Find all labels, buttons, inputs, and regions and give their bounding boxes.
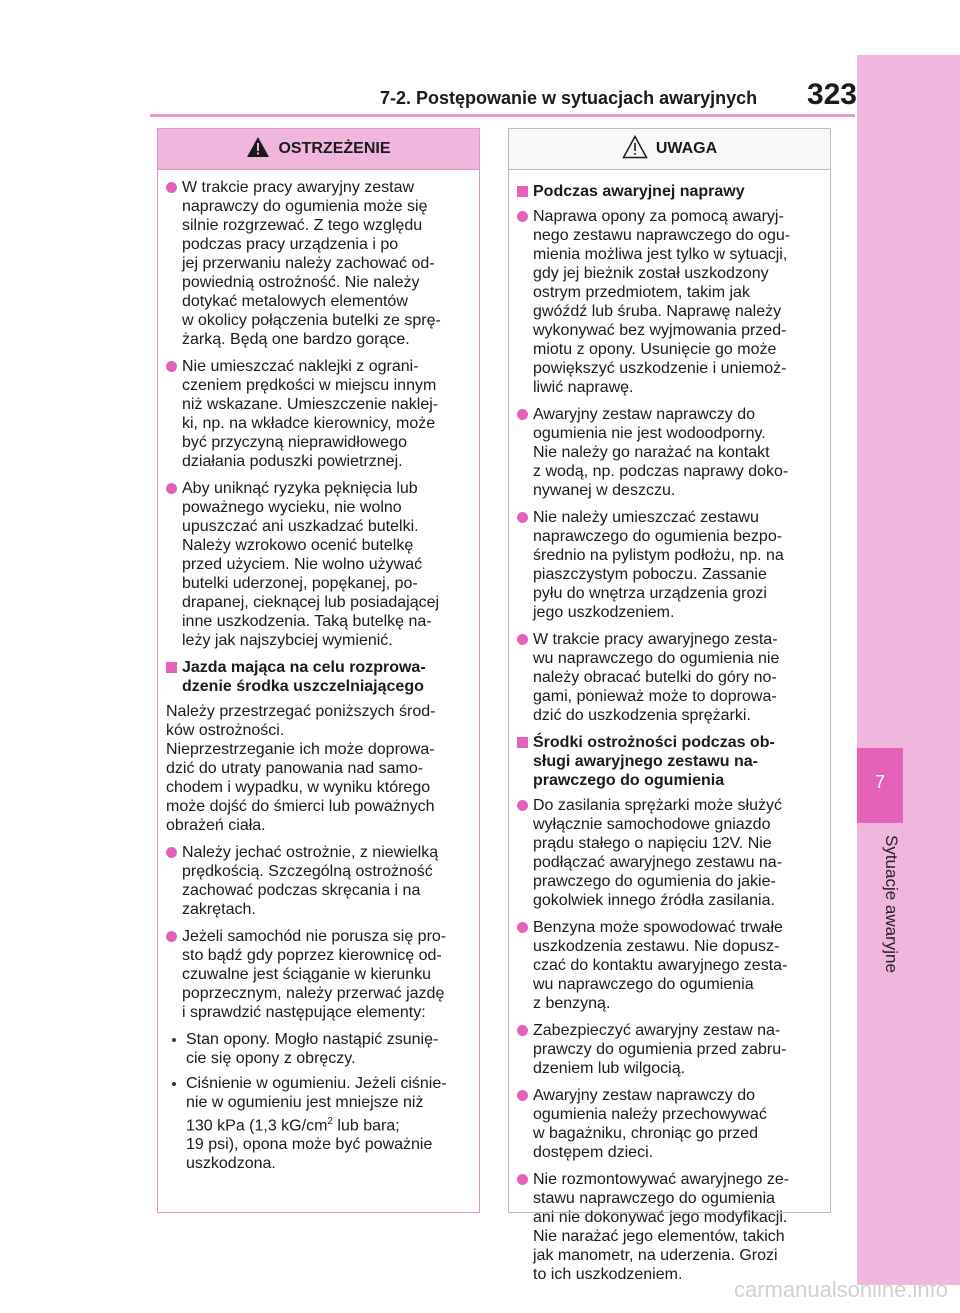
page-header — [150, 78, 865, 118]
bullet-dot-icon — [517, 634, 528, 645]
bullet-dot-icon — [166, 361, 177, 372]
bullet-dot-icon — [166, 847, 177, 858]
warning-item: Jeżeli samochód nie porusza się pro- sto bądź gdy poprzez kierownicę od- czuwalne jest ściąganie w kierunku poprzecznym, należy przerwać jazdę i sprawdzić następujące elementy: — [166, 927, 475, 1022]
bullet-dot-icon — [166, 182, 177, 193]
square-bullet-icon — [517, 186, 528, 197]
check-item: Stan opony. Mogło nastąpić zsunię- cie się opony z obręczy. — [166, 1030, 475, 1068]
notice-item: Zabezpieczyć awaryjny zestaw na- prawczy do ogumienia przed zabru- dzeniem lub wilgocią. — [517, 1021, 826, 1078]
chapter-number-box — [857, 748, 903, 823]
bullet-dot-icon — [166, 483, 177, 494]
section-title: 7-2. Postępowanie w sytuacjach awaryjnych — [380, 88, 758, 108]
header-rule — [150, 114, 855, 117]
notice-item: Awaryjny zestaw naprawczy do ogumienia należy przechowywać w bagażniku, chroniąc go przed dostępem dzieci. — [517, 1086, 826, 1162]
notice-item: Awaryjny zestaw naprawczy do ogumienia nie jest wodoodporny. Nie należy go narażać na kontakt z wodą, np. podczas naprawy doko- nywanej w deszczu. — [517, 405, 826, 500]
bullet-dot-icon — [517, 800, 528, 811]
bullet-dot-icon — [517, 1090, 528, 1101]
bullet-dot-icon — [517, 1174, 528, 1185]
bullet-dot-icon — [517, 409, 528, 420]
notice-item: W trakcie pracy awaryjnego zesta- wu naprawczego do ogumienia nie należy obracać butelki do góry no- gami, ponieważ może to doprowa- dzić do uszkodzenia sprężarki. — [517, 630, 826, 725]
check-item: Ciśnienie w ogumieniu. Jeżeli ciśnie- nie w ogumieniu jest mniejsze niż 130 kPa (1,3 $kG/cm^2$ lub bara; 19 psi), opona może być poważnie uszkodzona. — [166, 1074, 475, 1173]
notice-subhead: Podczas awaryjnej naprawy — [517, 182, 826, 201]
warning-triangle-icon — [246, 136, 270, 163]
notice-subhead: Środki ostrożności podczas ob- sługi awaryjnego zestawu na- prawczego do ogumienia — [517, 733, 826, 790]
bullet-dot-icon — [517, 211, 528, 222]
warning-paragraph: Należy przestrzegać poniższych środ- ków ostrożności. Nieprzestrzeganie ich może doprowa- dzić do utraty panowania nad samo- chodem i wypadku, w wyniku którego może dojść do śmierci lub poważnych obrażeń ciała. — [166, 703, 436, 834]
warning-item: W trakcie pracy awaryjny zestaw naprawczy do ogumienia może się silnie rozgrzewać. Z tego względu podczas pracy urządzenia i po jej przerwaniu należy zachować od- powiednią ostrożność. Nie należy dotykać metalowych elementów w okolicy połączenia butelki ze sprę- żarką. Będą one bardzo gorące. — [166, 178, 475, 349]
chapter-number: 7 — [874, 772, 885, 792]
small-bullet-icon — [172, 1082, 176, 1086]
warning-content — [158, 170, 479, 1173]
notice-content — [509, 170, 830, 1284]
notice-item: Benzyna może spowodować trwałe uszkodzenia zestawu. Nie dopusz- czać do kontaktu awaryjnego zesta- wu naprawczego do ogumienia z benzyną. — [517, 918, 826, 1013]
notice-item: Nie należy umieszczać zestawu naprawczego do ogumienia bezpo- średnio na pylistym podłożu, np. na piaszczystym poboczu. Zassanie pyłu do wnętrza urządzenia grozi jego uszkodzeniem. — [517, 508, 826, 622]
square-bullet-icon — [166, 662, 177, 673]
watermark-text: carmanualsonline.info — [733, 1277, 948, 1302]
notice-item: Nie rozmontowywać awaryjnego ze- stawu naprawczego do ogumienia ani nie dokonywać jego modyfikacji. Nie narażać jego elementów, takich jak manometr, na uderzenia. Grozi to ich uszkodzeniem. — [517, 1170, 826, 1284]
warning-box — [157, 128, 480, 1213]
warning-item: Nie umieszczać naklejki z ograni- czeniem prędkości w miejscu innym niż wskazane. Umieszczenie naklej- ki, np. na wkładce kierownicy, może być przyczyną nieprawidłowego działania poduszki powietrznej. — [166, 357, 475, 471]
notice-item: Do zasilania sprężarki może służyć wyłącznie samochodowe gniazdo prądu stałego o napięciu 12V. Nie podłączać awaryjnego zestawu na- prawczego do ogumienia do jakie- gokolwiek innego źródła zasilania. — [517, 796, 826, 910]
notice-box — [508, 128, 831, 1283]
warning-label: OSTRZEŻENIE — [278, 140, 391, 157]
notice-item: Naprawa opony za pomocą awaryj- nego zestawu naprawczego do ogu- mienia możliwa jest tylko w sytuacji, gdy jej bieżnik został uszkodzony ostrym przedmiotem, takim jak gwóźdź lub śruba. Naprawę należy wykonywać bez wyjmowania przed- miotu z opony. Usunięcie go może powiększyć uszkodzenie i uniemoż- liwić naprawę. — [517, 207, 826, 397]
chapter-side-tab — [857, 55, 960, 1285]
notice-box-header — [509, 129, 830, 170]
warning-item: Należy jechać ostrożnie, z niewielką prędkością. Szczególną ostrożność zachować podczas skręcania i na zakrętach. — [166, 843, 475, 919]
caution-triangle-icon — [622, 135, 648, 164]
warning-item: Aby uniknąć ryzyka pęknięcia lub poważnego wycieku, nie wolno upuszczać ani uszkadzać butelki. Należy wzrokowo ocenić butelkę przed użyciem. Nie wolno używać butelki uderzonej, popękanej, po- drapanej, cieknącej lub posiadającej inne uszkodzenia. Taką butelkę na- leży jak najszybciej wymienić. — [166, 479, 475, 650]
bullet-dot-icon — [517, 922, 528, 933]
warning-box-header — [158, 129, 479, 170]
page-number: 323 — [806, 78, 857, 111]
notice-label: UWAGA — [655, 140, 718, 157]
chapter-name: Sytuacje awaryjne — [882, 835, 901, 973]
bullet-dot-icon — [166, 931, 177, 942]
bullet-dot-icon — [517, 512, 528, 523]
warning-subhead: Jazda mająca na celu rozprowa- dzenie środka uszczelniającego — [166, 658, 475, 696]
small-bullet-icon — [172, 1038, 176, 1042]
square-bullet-icon — [517, 737, 528, 748]
bullet-dot-icon — [517, 1025, 528, 1036]
